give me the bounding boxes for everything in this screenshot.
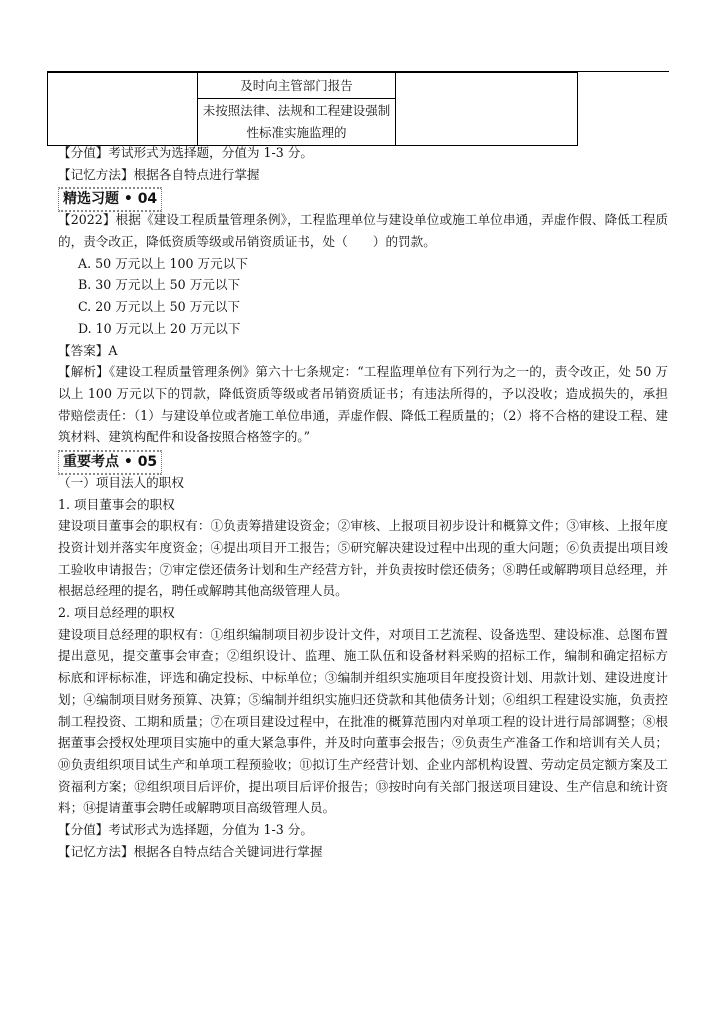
memory-note: 【记忆方法】根据各自特点进行掌握: [58, 166, 260, 182]
manager-line: 据董事会授权处理项目实施中的重大紧急事件，并及时向董事会报告；⑨负责生产准备工作和培训有关人员；: [58, 735, 668, 751]
manager-line: 建设项目总经理的职权有：①组织编制项目初步设计文件，对项目工艺流程、设备选型、建设标准、总图布置: [58, 626, 668, 642]
section-heading: 重要考点 • 05: [58, 450, 162, 475]
option-d: D. 10 万元以上 20 万元以下: [78, 320, 241, 336]
section-heading: 精选习题 • 04: [58, 187, 162, 212]
penalty-table: [47, 72, 578, 146]
analysis-line: 带赔偿责任：（1）与建设单位或者施工单位串通，弄虚作假、降低工程质量的；（2）将不合格的建设工程、建: [58, 407, 668, 423]
table-cell: [396, 73, 578, 146]
score-note: 【分值】考试形式为选择题，分值为 1-3 分。: [58, 821, 313, 837]
answer: 【答案】A: [58, 342, 118, 358]
option-a: A. 50 万元以上 100 万元以下: [78, 255, 248, 271]
subheading: 2. 项目总经理的职权: [58, 605, 175, 621]
table-cell: [198, 99, 396, 146]
table-cell: [48, 73, 198, 146]
question-line: 的，责令改正，降低资质等级或吊销资质证书，处（ ）的罚款。: [58, 234, 436, 250]
manager-line: 标底和评标标准，评选和确定投标、中标单位；③编制并组织实施项目年度投资计划、用款计划、建设进度计: [58, 670, 668, 686]
score-note: 【分值】考试形式为选择题，分值为 1-3 分。: [58, 145, 313, 160]
board-line: 工验收申请报告；⑦审定偿还债务计划和生产经营方针，并负责按时偿还债务；⑧聘任或解聘项目总经理，并: [58, 561, 668, 577]
table-row: [48, 73, 578, 99]
manager-line: 制工程投资、工期和质量；⑦在项目建设过程中，在批准的概算范围内对单项工程的设计进行局部调整；⑧根: [58, 713, 668, 729]
analysis-line: 筑材料、建筑构配件和设备按照合格签字的。”: [58, 429, 311, 445]
board-line: 建设项目董事会的职权有：①负责筹措建设资金；②审核、上报项目初步设计和概算文件；③审核、上报年度: [58, 518, 668, 534]
subheading: （一）项目法人的职权: [58, 474, 184, 490]
cell-line: 未按照法律、法规和工程建设强制: [202, 103, 391, 118]
board-line: 投资计划并落实年度资金；④提出项目开工报告；⑤研究解决建设过程中出现的重大问题；⑥负责提出项目竣: [58, 540, 668, 555]
analysis-line: 以上 100 万元以下的罚款，降低资质等级或者吊销资质证书；有违法所得的，予以没收；造成损失的，承担: [58, 385, 668, 401]
board-line: 根据总经理的提名，聘任或解聘其他高级管理人员。: [58, 583, 348, 599]
manager-line: 料；⑭提请董事会聘任或解聘项目高级管理人员。: [58, 800, 336, 816]
subheading: 1. 项目董事会的职权: [58, 496, 175, 512]
manager-line: 划；④编制项目财务预算、决算；⑤编制并组织实施归还贷款和其他债务计划；⑥组织工程建设实施，负责控: [58, 691, 668, 707]
manager-line: ⑩负责组织项目试生产和单项工程预验收；⑪拟订生产经营计划、企业内部机构设置、劳动定员定额方案及工: [58, 756, 668, 772]
option-b: B. 30 万元以上 50 万元以下: [78, 277, 241, 293]
memory-note: 【记忆方法】根据各自特点结合关键词进行掌握: [58, 843, 323, 859]
document-body: [58, 142, 668, 862]
question-line: 【2022】根据《建设工程质量管理条例》，工程监理单位与建设单位或施工单位串通，弄虚作假、降低工程质: [58, 212, 668, 228]
table-cell: 及时向主管部门报告: [198, 73, 396, 99]
manager-line: 资福利方案；⑫组织项目后评价，提出项目后评价报告；⑬按时向有关部门报送项目建设、生产信息和统计资: [58, 778, 668, 794]
cell-line: 性标准实施监理的: [246, 125, 347, 140]
manager-line: 提出意见，提交董事会审查；②组织设计、监理、施工队伍和设备材料采购的招标工作，编制和确定招标方: [58, 648, 668, 664]
option-c: C. 20 万元以上 50 万元以下: [78, 299, 241, 315]
analysis-line: 【解析】《建设工程质量管理条例》第六十七条规定：“工程监理单位有下列行为之一的，责令改正，处 50 万: [58, 364, 668, 380]
